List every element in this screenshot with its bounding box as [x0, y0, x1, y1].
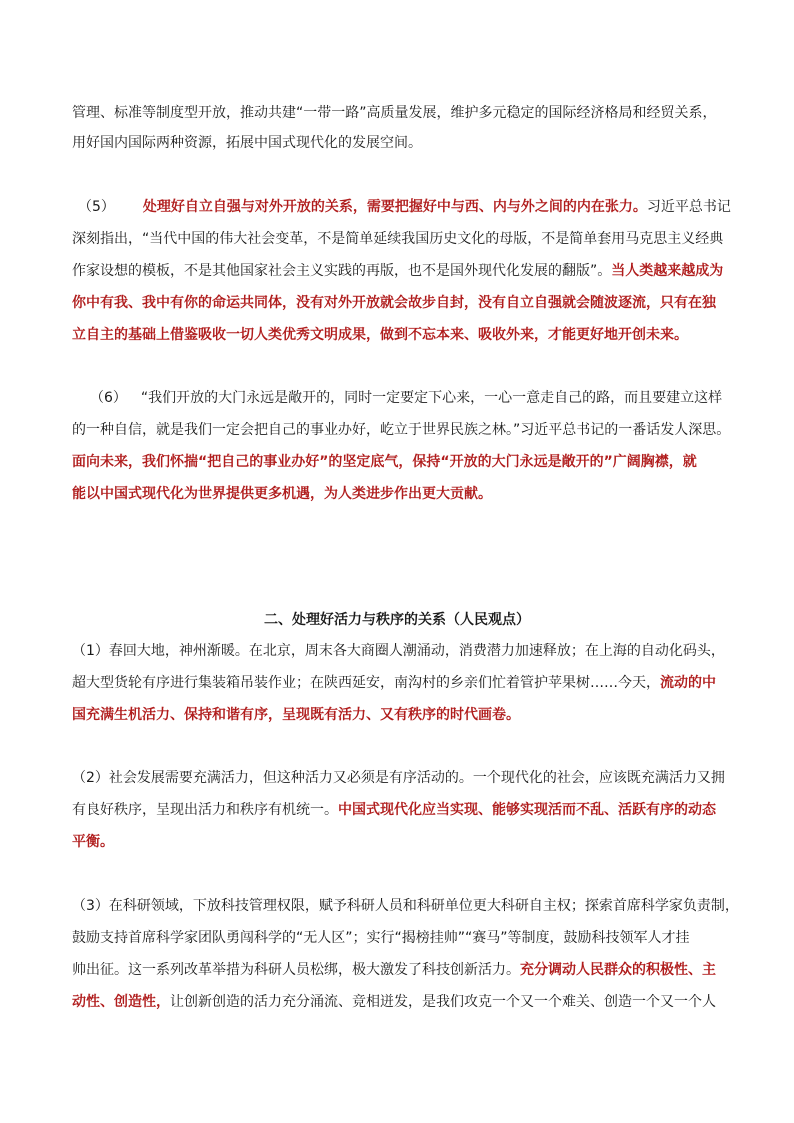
s2-p3-highlight-4: 动性、创造性， — [72, 994, 170, 1010]
p5-number: （5） — [78, 199, 115, 215]
p5-text-1: 习近平总书记 — [646, 199, 731, 215]
s2-p2-line-2 — [72, 800, 716, 820]
p5-line-4: 你中有我、我中有你的命运共同体，没有对外开放就会故步自封，没有自立自强就会随波逐流，只有在独 — [72, 295, 716, 311]
intro-line-1: 管理、标准等制度型开放，推动共建“一带一路”高质量发展，维护多元稳定的国际经济格局和经贸关系， — [72, 105, 717, 121]
p5-highlight-3: 当人类越来越成为 — [611, 263, 724, 279]
s2-p1-highlight-2: 流动的中 — [660, 675, 716, 691]
s2-p3-line-3 — [72, 960, 716, 980]
s2-p3-line-2: 鼓励支持首席科学家团队勇闯科学的“无人区”；实行“揭榜挂帅”“赛马”等制度，鼓励科技领军人才挂 — [72, 930, 690, 946]
s2-p1-text-2: 超大型货轮有序进行集装箱吊装作业；在陕西延安，南沟村的乡亲们忙着管护苹果树……今天， — [72, 675, 660, 691]
p5-line-5: 立自主的基础上借鉴吸收一切人类优秀文明成果，做到不忘本来、吸收外来，才能更好地开创未来。 — [72, 327, 688, 343]
s2-p1-line-1: （1）春回大地，神州渐暖。在北京，周末各大商圈人潮涌动，消费潜力加速释放；在上海的自动化码头， — [72, 643, 725, 659]
s2-p1-line-2 — [72, 673, 716, 693]
s2-p1-line-3: 国充满生机活力、保持和谐有序，呈现既有活力、又有秩序的时代画卷。 — [72, 707, 520, 723]
p5-line-2: 深刻指出，“当代中国的伟大社会变革，不是简单延续我国历史文化的母版，不是简单套用马克思主义经典 — [72, 231, 724, 247]
p6-number: （6） — [90, 390, 127, 406]
p6-line-4: 能以中国式现代化为世界提供更多机遇，为人类进步作出更大贡献。 — [72, 486, 492, 502]
intro-line-2: 用好国内国际两种资源，拓展中国式现代化的发展空间。 — [72, 135, 422, 151]
p6-line-2: 的一种自信，就是我们一定会把自己的事业办好，屹立于世界民族之林。”习近平总书记的一番话发人深思。 — [72, 422, 731, 438]
p6-line-3: 面向未来，我们怀揣“把自己的事业办好”的坚定底气，保持“开放的大门永远是敞开的”广阔胸襟，就 — [72, 454, 697, 470]
p5-line-1 — [78, 197, 731, 217]
s2-p2-line-3: 平衡。 — [72, 834, 114, 850]
s2-p2-line-1: （2）社会发展需要充满活力，但这种活力又必须是有序活动的。一个现代化的社会，应该既充满活力又拥 — [72, 770, 725, 786]
s2-p3-highlight-3: 充分调动人民群众的积极性、主 — [520, 962, 716, 978]
p5-highlight-1: 处理好自立自强与对外开放的关系，需要把握好中与西、内与外之间的内在张力。 — [142, 199, 647, 215]
s2-p2-highlight-2: 中国式现代化应当实现、能够实现活而不乱、活跃有序的动态 — [338, 802, 716, 818]
s2-p2-text-2: 有良好秩序，呈现出活力和秩序有机统一。 — [72, 802, 338, 818]
s2-p3-text-4: 让创新创造的活力充分涌流、竞相迸发，是我们攻克一个又一个难关、创造一个又一个人 — [170, 994, 716, 1010]
p5-line-3 — [72, 261, 723, 281]
s2-p3-line-4 — [72, 992, 716, 1012]
s2-p3-text-3: 帅出征。这一系列改革举措为科研人员松绑，极大激发了科技创新活力。 — [72, 962, 520, 978]
section-heading: 二、处理好活力与秩序的关系（人民观点） — [264, 612, 530, 628]
p6-line-1 — [90, 388, 722, 408]
p5-text-3: 作家设想的模板，不是其他国家社会主义实践的再版，也不是国外现代化发展的翻版”。 — [72, 263, 612, 279]
s2-p3-line-1: （3）在科研领域，下放科技管理权限，赋予科研人员和科研单位更大科研自主权；探索首席科学家负责制， — [72, 898, 739, 914]
p6-text-1: “我们开放的大门永远是敞开的，同时一定要定下心来，一心一意走自己的路，而且要建立这样 — [140, 390, 723, 406]
